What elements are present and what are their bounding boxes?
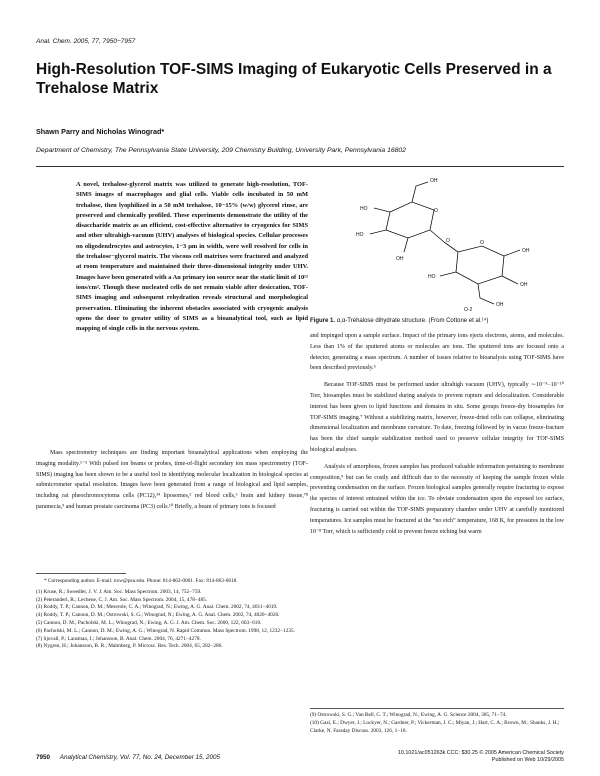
reference-item: (5) Cannon, D. M.; Pacholski, M. L.; Winograd, N.; Ewing, A. G. J. Am. Chem. Soc. 2000, 122, 603−610. (36, 619, 262, 626)
reference-item: (2) Peteranderl, R.; Lechene, C. J. Am. Soc. Mass Spectrom. 2004, 15, 478−485. (36, 596, 208, 603)
reference-item: (3) Roddy, T. P.; Cannon, D. M.; Meserole, C. A.; Winograd, N.; Ewing, A. G. Anal. Chem. 2002, 74, 4011−4019. (36, 604, 278, 611)
atom-label-ho-left: HO (360, 206, 368, 212)
atom-label-ho-lower: HO (356, 232, 364, 238)
abstract: A novel, trehalose-glycerol matrix was utilized to generate high-resolution, TOF-SIMS images of macrophages and glial cells. Viable cells incubated in 50 mM trehalose, then lyophilized in a 50 mM trehalose, 10−15% (w/w) glycerol rinse, are preserved and chemically profiled. These experiments demonstrate the utility of the disaccharide matrix as an efficient, cost-effective alternative to cryogenics for SIMS and other ultrahigh-vacuum (UHV) analyses of biological species. Cellular processes on oligodendrocytes and astrocytes, 1−3 μm in width, were well resolved for cells in the trehalose−glycerol matrix. The viscous cell matrixes were fractured and analyzed at room temperature and maintained their three-dimensional integrity under UHV. Images have been generated with a Au primary ion source near the static limit of 10¹² ions/cm². Though these nucleated cells do not remain viable after desiccation, TOF-SIMS imaging and subsequent rehydration reveals structural and morphological preservation. Eliminating the inherent obstacles associated with cryogenic analysis opens the door to greater utility of SIMS as a bioanalytical tool, such as lipid mapping of single cells in the nervous system. (76, 181, 308, 333)
body-paragraph: Because TOF-SIMS must be performed under ultrahigh vacuum (UHV), typically ∼10⁻⁹−10⁻¹⁰ Torr, biosamples must be stabilized during analysis to prevent rupture and delocalization. Considerable interest has been given to lipid functions and domains in situ. Some groups freeze-dry biosamples for TOF-SIMS imaging.⁷ Without a stabilizing matrix, however, freeze-dried cells can collapse, eliminating dimensional localization and membrane curvature. To date, freezing followed by in vacuo freeze-fracture has been the chief sample stabilization method used to preserve cellular integrity for TOF-SIMS biological analyses. (310, 382, 564, 453)
left-footnotes (36, 578, 308, 651)
reference-item: (9) Ostrowski, S. G.; Van Bell, C. T.; Winograd, N.; Ewing, A. G. Science 2004, 305, 71−74. (310, 712, 507, 718)
header-divider (36, 166, 564, 167)
body-paragraph: Analysis of amorphous, frozen samples has produced valuable information pertaining to membrane composition,⁹ but can be costly and difficult due to the necessity of keeping the sample frozen while preventing condensation on the surface. Frozen biological samples generally require fracturing to expose the species of interest entrained within the ice. To obviate condensation upon the exposed ice surface, fracturing is carried out within the TOF-SIMS preparatory chamber under UHV at carefully monitored temperatures. Ice samples must be fractured at the “no etch” temperature, 168 K, for pressures in the low 10⁻⁸ Torr, which is sufficiently cold to prevent freeze etching but warm (310, 463, 564, 535)
atom-label-bridge-o: O (446, 238, 450, 244)
atom-label-ring-o-lower: O (480, 240, 484, 246)
left-column (36, 448, 308, 513)
paper-title: High-Resolution TOF-SIMS Imaging of Eukaryotic Cells Preserved in a Trehalose Matrix (36, 61, 552, 97)
correspondence-note: * Corresponding author. E-mail: nxw@psu.edu. Phone: 814-863-0001. Fax: 814-863-0618. (44, 578, 238, 584)
atom-label-oh-right-lower: OH (520, 282, 528, 288)
chemical-structure-bonds (370, 182, 520, 304)
atom-label-oh-bottom: OH (396, 256, 404, 262)
figure-caption (310, 318, 570, 324)
reference-item: (7) Sjovall, P.; Lausmaa, J.; Johansson, B. Anal. Chem. 2004, 76, 4271−4278. (36, 635, 201, 642)
footer-publication-info (330, 750, 564, 764)
authors: Shawn Parry and Nicholas Winograd* (36, 127, 165, 136)
footer-published: Published on Web 10/29/2005 (491, 757, 564, 763)
reference-item: (8) Nygren, H.; Johansson, B. R.; Malmberg, P. Microsc. Res. Tech. 2004, 65, 282−286. (36, 643, 223, 650)
atom-label-ring-o-upper: O (434, 208, 438, 214)
journal-header: Anal. Chem. 2005, 77, 7950−7957 (36, 38, 136, 45)
footer-doi: 10.1021/ac051263k CCC: $30.25 © 2005 American Chemical Society (397, 750, 564, 756)
page-number: 7950 (36, 754, 51, 761)
reference-item: (6) Pacholski, M. L.; Cannon, D. M.; Ewing, A. G.; Winograd, N. Rapid Commun. Mass Spectrom. 1998, 12, 1232−1235. (36, 627, 295, 634)
reference-item: (1) Kruse, R.; Sweedler, J. V. J. Am. Soc. Mass Spectrom. 2003, 14, 752−759. (36, 588, 202, 595)
atom-label-water: O·2 (464, 307, 473, 312)
reference-item: (4) Roddy, T. P.; Cannon, D. M.; Ostrowski, S. G.; Winograd, N.; Ewing, A. G. Anal. Chem. 2002, 74, 4020−4026. (36, 612, 280, 619)
figure-caption-text: α,α-Trehalose dihydrate structure. (From Cottone et al.¹⁴) (336, 318, 489, 324)
reference-item: (10) Gazi, E.; Dwyer, J.; Lockyer, N.; Gardner, P.; Vickerman, J. C.; Miyan, J.; Hart, C. A.; Brown, M.; Shanks, J. H.; Clarke, N. Faraday Discuss. 2003, 126, 1−18. (310, 719, 560, 734)
atom-label-oh-bottom-right: OH (496, 302, 504, 308)
atom-label-ho-ring2: HO (428, 274, 436, 280)
body-paragraph: and impinged upon a sample surface. Impact of the primary ions ejects electrons, atoms, and molecules. Less than 1% of the sputtered atoms or molecules are ions. The sputtered ions are focused onto a detector, generating a mass spectrum. A number of issues relative to bioanalysis using TOF-SIMS have been described previously.⁵ (310, 333, 564, 372)
page-footer (36, 754, 220, 761)
right-column (310, 331, 564, 537)
affiliation: Department of Chemistry, The Pennsylvania State University, 209 Chemistry Building, University Park, Pennsylvania 16802 (36, 147, 406, 154)
footer-journal: Analytical Chemistry, Vol. 77, No. 24, December 15, 2005 (59, 754, 221, 761)
intro-paragraph: Mass spectrometry techniques are finding important bioanalytical applications when employing the imaging modality.¹⁻⁵ With pulsed ion beams or probes, time-of-flight secondary ion mass spectrometry (TOF-SIMS) imaging has been shown to be a useful tool in identifying molecular localization in biological species at submicrometer spatial resolution. Images have been generated from a range of biological and lipid samples, including rat pheochromocytoma cells (PC12),³⁴ liposomes,⁵ red blood cells,⁶ brain and kidney tissue,⁷⁸ paramecia,⁹ and human prostate carcinoma (PC3) cells.¹⁰ Briefly, a beam of primary ions is focused (36, 450, 308, 510)
footnote-divider-right (310, 708, 564, 709)
right-footnotes (310, 712, 564, 735)
footnote-divider-left (36, 573, 126, 574)
trehalose-structure-figure (330, 172, 564, 312)
atom-label-oh-right: OH (522, 248, 530, 254)
atom-label-oh-top: OH (430, 178, 438, 184)
figure-caption-label: Figure 1. (310, 318, 336, 324)
